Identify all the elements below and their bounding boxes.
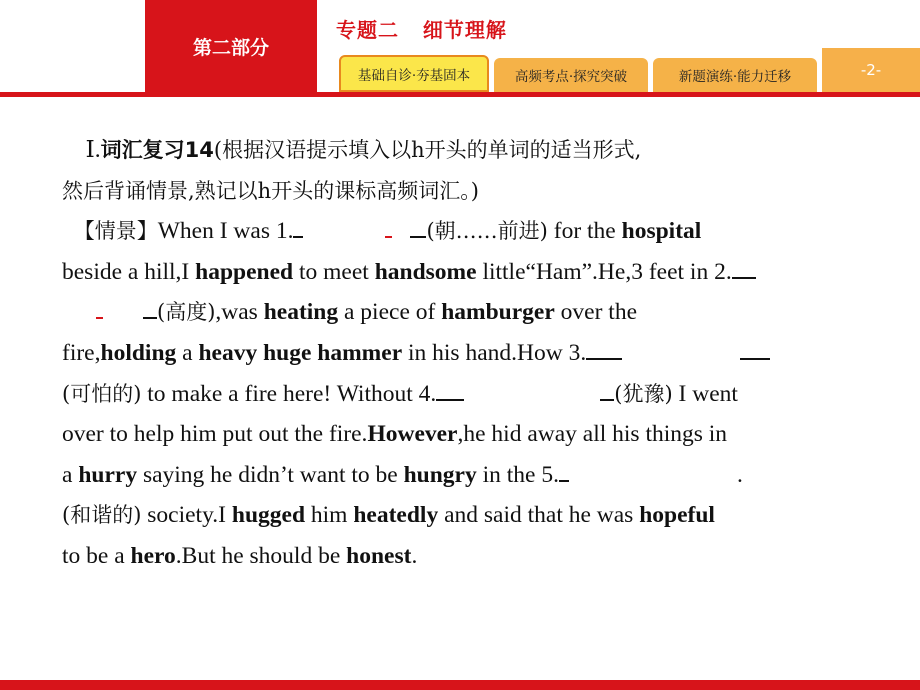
line-1	[62, 130, 882, 171]
text: When I was 1.	[157, 218, 294, 245]
roman-numeral: Ⅰ.	[85, 137, 101, 163]
tab-basic-diagnosis[interactable]: 基础自诊·夯基固本	[339, 55, 489, 92]
text: beside a hill,I	[62, 258, 196, 285]
text: over the	[554, 299, 637, 326]
line-10	[62, 495, 882, 536]
bold-word: heatedly	[353, 502, 439, 529]
text: I went	[672, 380, 738, 407]
exercise-content	[62, 130, 882, 577]
bold-word: hamburger	[441, 299, 555, 326]
blank-4-end	[600, 377, 614, 401]
bold-word: happened	[195, 258, 294, 285]
text: for the	[547, 218, 622, 245]
text: over to help him put out the fire.	[62, 421, 368, 448]
text: to make a fire here! Without 4.	[141, 380, 437, 407]
bold-word: heavy huge hammer	[198, 339, 403, 366]
bold-word: holding	[100, 339, 177, 366]
header-divider	[0, 92, 920, 97]
blank-3[interactable]	[586, 336, 622, 360]
blank-1-end	[410, 214, 426, 238]
text: ,he hid away all his things in	[457, 421, 728, 448]
text: fire,	[62, 339, 101, 366]
topic-title: 专题二 细节理解	[336, 18, 507, 42]
blank-2-end	[143, 295, 157, 319]
line-9	[62, 455, 882, 496]
line-2: 然后背诵情景,熟记以h开头的课标高频词汇。)	[62, 178, 479, 203]
blank-1[interactable]	[293, 214, 303, 238]
bold-word: hugged	[231, 502, 306, 529]
text: little“Ham”.He,3 feet in 2.	[476, 258, 732, 285]
section-title: 词汇复习14	[100, 138, 214, 162]
text: a	[62, 461, 79, 488]
text: ,was	[215, 299, 264, 326]
hint-1: (朝……前进)	[426, 219, 548, 244]
footer-bar	[0, 680, 920, 690]
page-number: -2-	[822, 48, 920, 92]
red-mark	[385, 214, 392, 238]
line-3	[62, 211, 882, 252]
bold-word: hospital	[621, 218, 702, 245]
blank-4[interactable]	[436, 377, 464, 401]
slide-header	[0, 0, 920, 100]
bold-word: heating	[263, 299, 339, 326]
hint-4: (犹豫)	[614, 381, 673, 406]
hint-3: (可怕的)	[62, 381, 142, 406]
text: a	[176, 339, 199, 366]
bold-word: However	[367, 421, 458, 448]
text: .But he should be	[175, 542, 347, 569]
text: to be a	[62, 542, 131, 569]
line-6	[62, 333, 882, 374]
text: a piece of	[338, 299, 442, 326]
blank-3-end	[740, 336, 770, 360]
scenario-tag: 【情景】	[73, 219, 158, 244]
bold-word: hungry	[403, 461, 477, 488]
text: in his hand.How 3.	[402, 339, 587, 366]
bold-word: hurry	[78, 461, 138, 488]
text: saying he didn’t want to be	[137, 461, 404, 488]
text: him	[305, 502, 354, 529]
line-5	[62, 292, 882, 333]
blank-2[interactable]	[732, 255, 756, 279]
blank-5[interactable]	[559, 458, 569, 482]
hint-2: (高度)	[157, 300, 216, 325]
bold-word: honest	[346, 542, 412, 569]
hint-5: (和谐的)	[62, 503, 142, 528]
bold-word: handsome	[374, 258, 477, 285]
red-mark	[96, 295, 103, 319]
text: society.I	[141, 502, 232, 529]
bold-word: hopeful	[639, 502, 715, 529]
text: in the 5.	[476, 461, 559, 488]
line-4	[62, 252, 882, 293]
text: and said that he was	[438, 502, 640, 529]
text: to meet	[293, 258, 375, 285]
bold-word: hero	[130, 542, 176, 569]
blank-5-dot: .	[736, 461, 743, 488]
section-label: 第二部分	[145, 0, 317, 92]
tab-new-exercises[interactable]: 新题演练·能力迁移	[653, 58, 817, 92]
line-7	[62, 374, 882, 415]
instruction-text: (根据汉语提示填入以h开头的单词的适当形式,	[213, 138, 642, 162]
line-11	[62, 536, 882, 577]
text: .	[411, 542, 418, 569]
line-8	[62, 414, 882, 455]
tab-key-points[interactable]: 高频考点·探究突破	[494, 58, 648, 92]
